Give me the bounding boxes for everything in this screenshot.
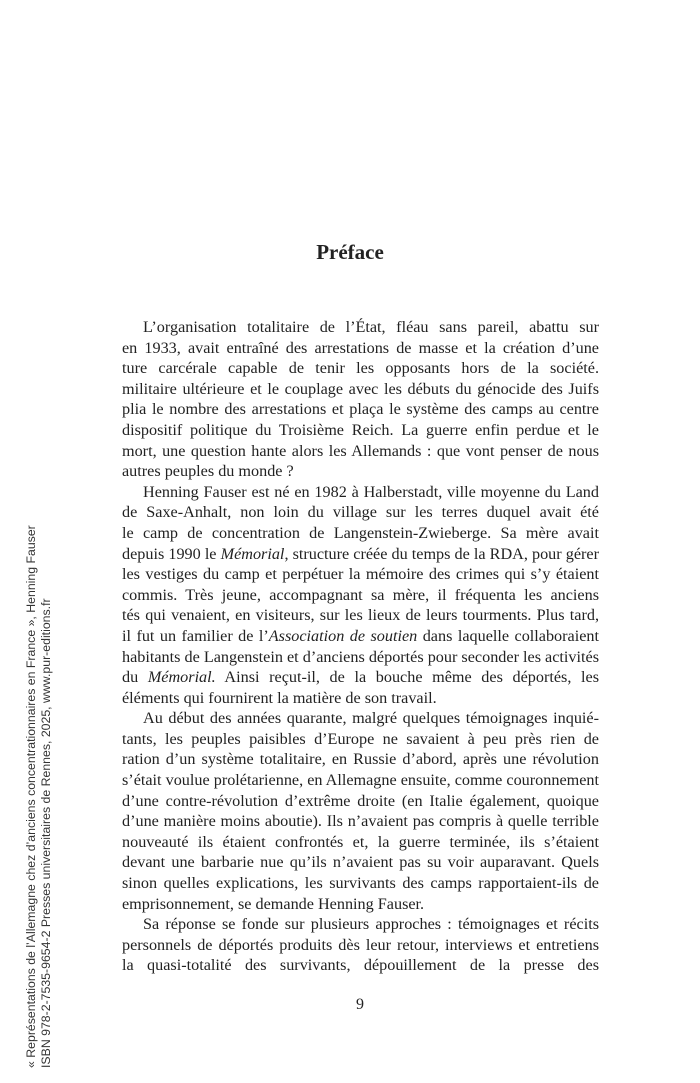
text-line xyxy=(122,379,599,400)
text-segment: il fut un familier de l’ xyxy=(122,626,269,645)
text-line xyxy=(122,502,599,523)
text-segment: Ainsi reçut-il, de la bouche même des déportés, les xyxy=(224,668,599,687)
italic-text: Association de soutien xyxy=(268,626,418,645)
text-line xyxy=(122,317,599,338)
text-segment: éléments qui fournirent la matière de son travail. xyxy=(122,688,437,707)
text-line xyxy=(122,605,599,626)
text-line xyxy=(122,523,599,544)
text-segment: dans laquelle collaboraient xyxy=(422,626,599,645)
text-segment: personnels de déportés produits dès leur retour, interviews et entretiens xyxy=(122,935,599,954)
text-segment: Au début des années quarante, malgré quelques témoignages inquié- xyxy=(143,709,599,728)
text-line xyxy=(122,852,599,873)
text-line xyxy=(122,338,599,359)
text-line xyxy=(122,791,599,812)
text-segment: plia le nombre des arrestations et plaça le système des camps au centre xyxy=(122,400,599,419)
text-line xyxy=(122,708,599,729)
text-segment: emprisonnement, se demande Henning Fauser. xyxy=(122,894,425,913)
text-line xyxy=(122,358,599,379)
text-segment: tés qui venaient, en visiteurs, sur les lieux de leurs tourments. Plus tard, xyxy=(122,606,599,625)
text-segment: d’une manière moins aboutie). Ils n’avaient pas compris à quelle terrible xyxy=(122,812,599,831)
text-line xyxy=(122,667,599,688)
text-segment: Sa réponse se fonde sur plusieurs approches : témoignages et récits xyxy=(143,915,599,934)
text-line xyxy=(122,832,599,853)
text-segment: militaire ultérieure et le couplage avec les débuts du génocide des Juifs xyxy=(122,379,599,398)
text-line xyxy=(122,688,599,709)
italic-text: Mémorial. xyxy=(147,668,216,687)
text-segment: ration d’un système totalitaire, en Russie d’abord, après une révolution xyxy=(122,750,599,769)
page-title: Préface xyxy=(316,240,384,264)
text-line xyxy=(122,399,599,420)
text-segment: s’était voulue prolétarienne, en Allemagne ensuite, comme couronnement xyxy=(122,771,599,790)
side-citation-line: « Représentations de l’Allemagne chez d’anciens concentrationnaires en France », Henning Fauser xyxy=(24,525,38,1068)
text-segment: la quasi-totalité des survivants, dépouillement de la presse des xyxy=(122,956,599,975)
text-line xyxy=(122,544,599,565)
text-segment: d’une contre-révolution d’extrême droite (en Italie également, quoique xyxy=(122,791,599,810)
text-line xyxy=(122,770,599,791)
text-segment: L’organisation totalitaire de l’État, fléau sans pareil, abattu sur xyxy=(143,318,599,336)
text-line xyxy=(122,647,599,668)
page-number: 9 xyxy=(356,996,364,1013)
text-line xyxy=(122,420,599,441)
text-segment: de Saxe-Anhalt, non loin du village sur les terres duquel avait été xyxy=(122,503,599,522)
text-line xyxy=(122,585,599,606)
text-segment: depuis 1990 le xyxy=(122,544,221,563)
body-text xyxy=(122,317,599,976)
text-segment: dispositif politique du Troisième Reich. La guerre enfin perdue et le xyxy=(122,420,599,439)
text-segment: ture carcérale capable de tenir les opposants hors de la société. xyxy=(122,359,599,378)
text-segment: en 1933, avait entraîné des arrestations de masse et la création d’une xyxy=(122,338,599,357)
text-segment: nouveauté ils étaient confrontés et, la guerre terminée, ils s’étaient xyxy=(122,832,599,851)
text-line xyxy=(122,811,599,832)
side-citation xyxy=(24,525,54,1068)
text-line xyxy=(122,914,599,935)
text-segment: commis. Très jeune, accompagnant sa mère, il fréquenta les anciens xyxy=(122,585,599,604)
text-line xyxy=(122,441,599,462)
italic-text: Mémorial xyxy=(220,544,285,563)
text-line xyxy=(122,894,599,915)
text-line xyxy=(122,461,599,482)
text-line xyxy=(122,729,599,750)
text-line xyxy=(122,873,599,894)
text-segment: devant une barbarie nue qu’ils n’avaient pas su voir auparavant. Quels xyxy=(122,853,599,872)
side-citation-line: ISBN 978-2-7535-9654-2 Presses universitaires de Rennes, 2025, www.pur-editions.fr xyxy=(39,598,53,1068)
text-line xyxy=(122,626,599,647)
text-segment: sinon quelles explications, les survivants des camps rapportaient-ils de xyxy=(122,874,599,893)
text-line xyxy=(122,482,599,503)
text-segment: autres peuples du monde ? xyxy=(122,462,294,481)
text-line xyxy=(122,955,599,976)
text-line xyxy=(122,935,599,956)
text-line xyxy=(122,749,599,770)
text-segment: habitants de Langenstein et d’anciens déportés pour seconder les activités xyxy=(122,647,599,666)
text-segment: les vestiges du camp et perpétuer la mémoire des crimes qui s’y étaient xyxy=(122,565,599,584)
text-line xyxy=(122,564,599,585)
text-segment: du xyxy=(122,668,148,687)
text-segment: le camp de concentration de Langenstein-Zwieberge. Sa mère avait xyxy=(122,523,599,542)
text-segment: mort, une question hante alors les Allemands : que vont penser de nous xyxy=(122,441,599,460)
text-segment: , structure créée du temps de la RDA, pour gérer xyxy=(284,544,599,563)
text-segment: Henning Fauser est né en 1982 à Halberstadt, ville moyenne du Land xyxy=(143,482,599,501)
text-segment: tants, les peuples paisibles d’Europe ne savaient à peu près rien de xyxy=(122,729,599,748)
